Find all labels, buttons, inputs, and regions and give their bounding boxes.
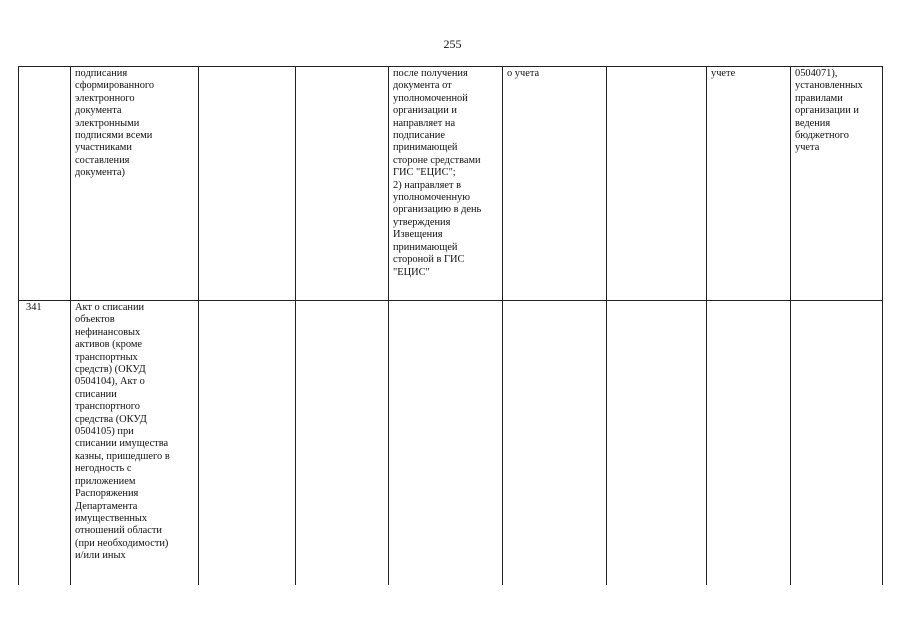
table-cell	[607, 67, 707, 301]
table-cell	[503, 301, 607, 586]
table-cell: Акт о списании объектов нефинансовых активов (кроме транспортных средств) (ОКУД 0504104), Акт о списании транспортного средства (ОКУД 0504105) при списании имущества казны, пришедшего в негодность с приложением Распоряжения Департамента имущественных отношений области (при необходимости) и/или иных	[71, 301, 199, 586]
table-cell	[19, 67, 71, 301]
table-cell	[199, 67, 296, 301]
table-cell: после получения документа от уполномоченной организации и направляет на подписание принимающей стороне средствами ГИС "ЕЦИС"; 2) направляет в уполномоченную организацию в день утверждения Извещения принимающей стороной в ГИС "ЕЦИС"	[389, 67, 503, 301]
table-cell: 0504071), установленных правилами организации и ведения бюджетного учета	[791, 67, 883, 301]
table-row	[19, 301, 883, 586]
table-cell: учете	[707, 67, 791, 301]
page-number: 255	[443, 37, 462, 51]
table-cell: о учета	[503, 67, 607, 301]
row-number-cell: 341	[19, 301, 71, 586]
table-cell	[791, 301, 883, 586]
document-table	[18, 66, 883, 585]
table-row	[19, 67, 883, 301]
table-cell	[707, 301, 791, 586]
table-cell: подписания сформированного электронного документа электронными подписями всеми участниками составления документа)	[71, 67, 199, 301]
table-cell	[607, 301, 707, 586]
table-cell	[296, 67, 389, 301]
table-cell	[199, 301, 296, 586]
table-cell	[296, 301, 389, 586]
table-cell	[389, 301, 503, 586]
